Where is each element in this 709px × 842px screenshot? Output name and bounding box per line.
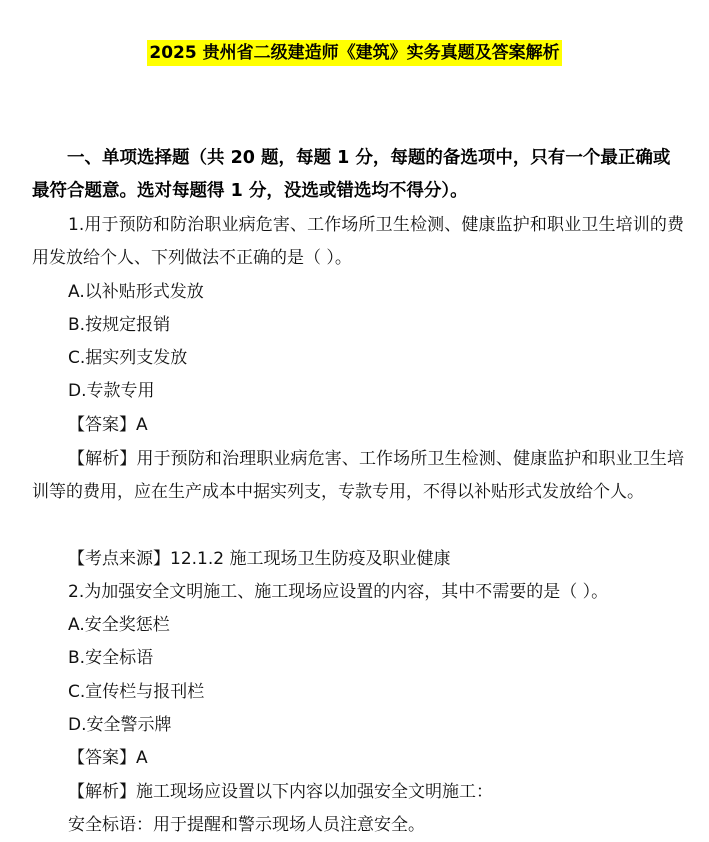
question-2-option-c: C.宣传栏与报刊栏 (68, 682, 205, 702)
question-2-answer: 【答案】A (68, 748, 148, 768)
question-1-stem: 1.用于预防和防治职业病危害、工作场所卫生检测、健康监护和职业卫生培训的费用发放给个人、下列做法不正确的是（ ）。 (32, 215, 684, 268)
question-2-extra: 安全标语：用于提醒和警示现场人员注意安全。 (68, 815, 425, 835)
document-title: 2025 贵州省二级建造师《建筑》实务真题及答案解析 (147, 40, 561, 66)
question-1-option-a: A.以补贴形式发放 (68, 282, 204, 302)
question-1-source: 【考点来源】12.1.2 施工现场卫生防疫及职业健康 (68, 549, 451, 569)
question-2-analysis: 【解析】施工现场应设置以下内容以加强安全文明施工： (68, 782, 493, 802)
question-2-stem: 2.为加强安全文明施工、施工现场应设置的内容，其中不需要的是（ ）。 (68, 582, 609, 602)
question-1-analysis: 【解析】用于预防和治理职业病危害、工作场所卫生检测、健康监护和职业卫生培训等的费用，应在生产成本中据实列支，专款专用，不得以补贴形式发放给个人。 (32, 449, 684, 502)
question-2-option-d: D.安全警示牌 (68, 715, 172, 735)
question-1-option-d: D.专款专用 (68, 381, 155, 401)
title-container (0, 40, 709, 66)
question-2-option-a: A.安全奖惩栏 (68, 615, 170, 635)
question-1-option-b: B.按规定报销 (68, 315, 171, 335)
section-heading: 一、单项选择题（共 20 题，每题 1 分，每题的备选项中，只有一个最正确或最符合题意。选对每题得 1 分，没选或错选均不得分）。 (32, 148, 671, 201)
question-1-answer: 【答案】A (68, 415, 148, 435)
question-1-option-c: C.据实列支发放 (68, 348, 188, 368)
question-2-option-b: B.安全标语 (68, 648, 154, 668)
